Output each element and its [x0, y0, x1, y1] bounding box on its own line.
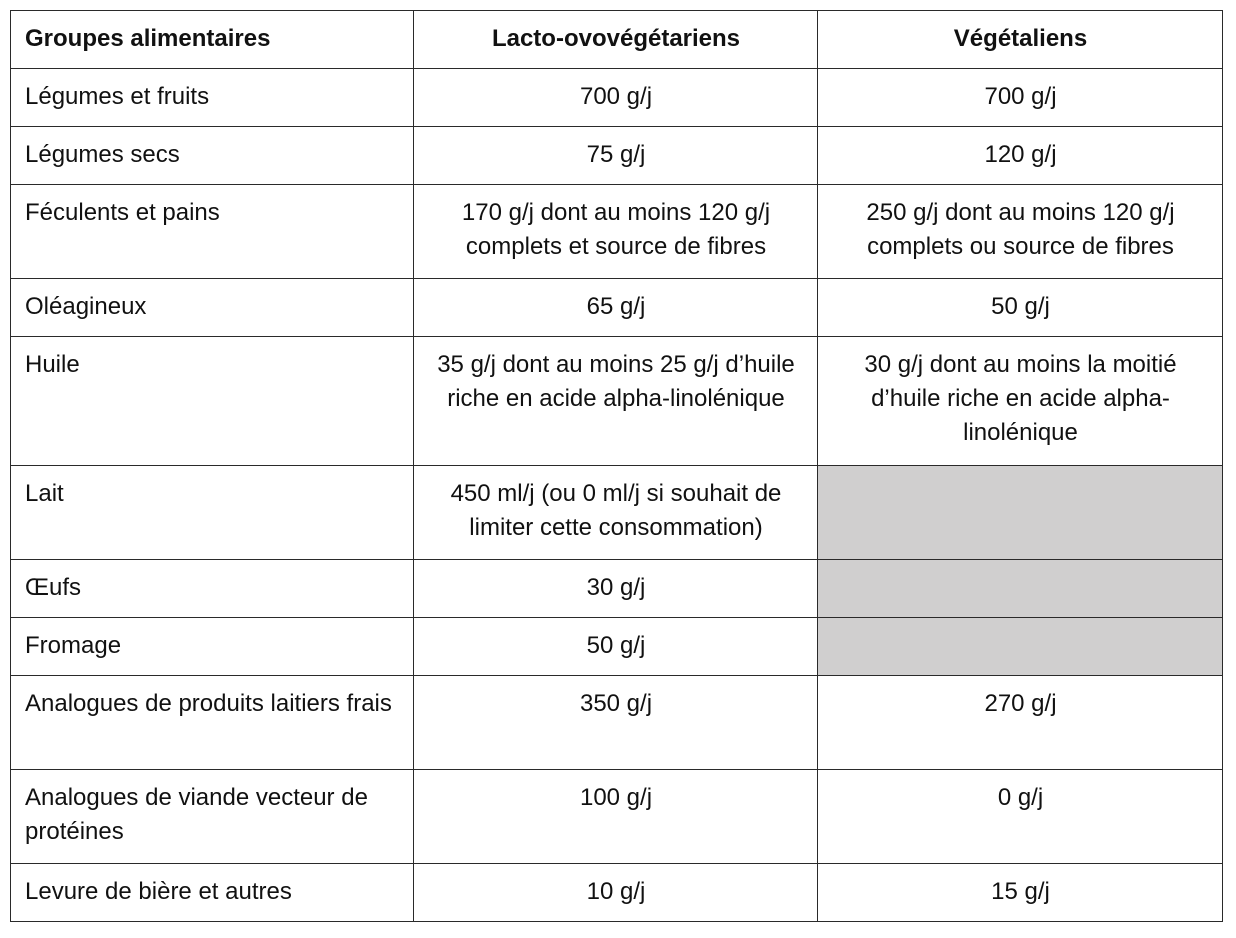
food-group-cell: Huile: [11, 337, 414, 466]
vegan-value: 120 g/j: [818, 127, 1223, 185]
lacto-ovo-value: 30 g/j: [414, 560, 818, 618]
lacto-ovo-value: 700 g/j: [414, 69, 818, 127]
lacto-ovo-value: 170 g/j dont au moins 120 g/j complets et source de fibres: [414, 185, 818, 279]
table-row: [11, 127, 1223, 185]
table-row: [11, 337, 1223, 466]
vegan-value: 30 g/j dont au moins la moitié d’huile riche en acide alpha-linolénique: [818, 337, 1223, 466]
vegan-value: 0 g/j: [818, 770, 1223, 864]
vegan-value: 250 g/j dont au moins 120 g/j complets ou source de fibres: [818, 185, 1223, 279]
table-row: [11, 185, 1223, 279]
food-group-cell: Légumes et fruits: [11, 69, 414, 127]
table-row: [11, 864, 1223, 922]
lacto-ovo-value: 65 g/j: [414, 279, 818, 337]
table-row: [11, 560, 1223, 618]
table-row: [11, 770, 1223, 864]
food-group-cell: Analogues de produits laitiers frais: [11, 676, 414, 770]
lacto-ovo-value: 100 g/j: [414, 770, 818, 864]
food-group-cell: Analogues de viande vecteur de protéines: [11, 770, 414, 864]
food-group-cell: Oléagineux: [11, 279, 414, 337]
header-food-groups: Groupes alimentaires: [11, 11, 414, 69]
lacto-ovo-value: 50 g/j: [414, 618, 818, 676]
vegan-not-applicable-cell: [818, 618, 1223, 676]
vegan-not-applicable-cell: [818, 466, 1223, 560]
food-group-cell: Féculents et pains: [11, 185, 414, 279]
food-group-cell: Œufs: [11, 560, 414, 618]
lacto-ovo-value: 75 g/j: [414, 127, 818, 185]
food-group-cell: Légumes secs: [11, 127, 414, 185]
lacto-ovo-value: 450 ml/j (ou 0 ml/j si souhait de limiter cette consommation): [414, 466, 818, 560]
food-group-cell: Levure de bière et autres: [11, 864, 414, 922]
table-row: [11, 466, 1223, 560]
table-row: [11, 618, 1223, 676]
vegan-value: 270 g/j: [818, 676, 1223, 770]
header-lacto-ovo: Lacto-ovovégétariens: [414, 11, 818, 69]
lacto-ovo-value: 10 g/j: [414, 864, 818, 922]
lacto-ovo-value: 35 g/j dont au moins 25 g/j d’huile riche en acide alpha-linolénique: [414, 337, 818, 466]
table-row: [11, 69, 1223, 127]
food-group-cell: Fromage: [11, 618, 414, 676]
header-vegan: Végétaliens: [818, 11, 1223, 69]
table-row: [11, 279, 1223, 337]
vegan-not-applicable-cell: [818, 560, 1223, 618]
food-group-cell: Lait: [11, 466, 414, 560]
dietary-recommendations-table: [10, 10, 1223, 922]
table-row: [11, 676, 1223, 770]
vegan-value: 15 g/j: [818, 864, 1223, 922]
lacto-ovo-value: 350 g/j: [414, 676, 818, 770]
vegan-value: 700 g/j: [818, 69, 1223, 127]
vegan-value: 50 g/j: [818, 279, 1223, 337]
header-row: [11, 11, 1223, 69]
